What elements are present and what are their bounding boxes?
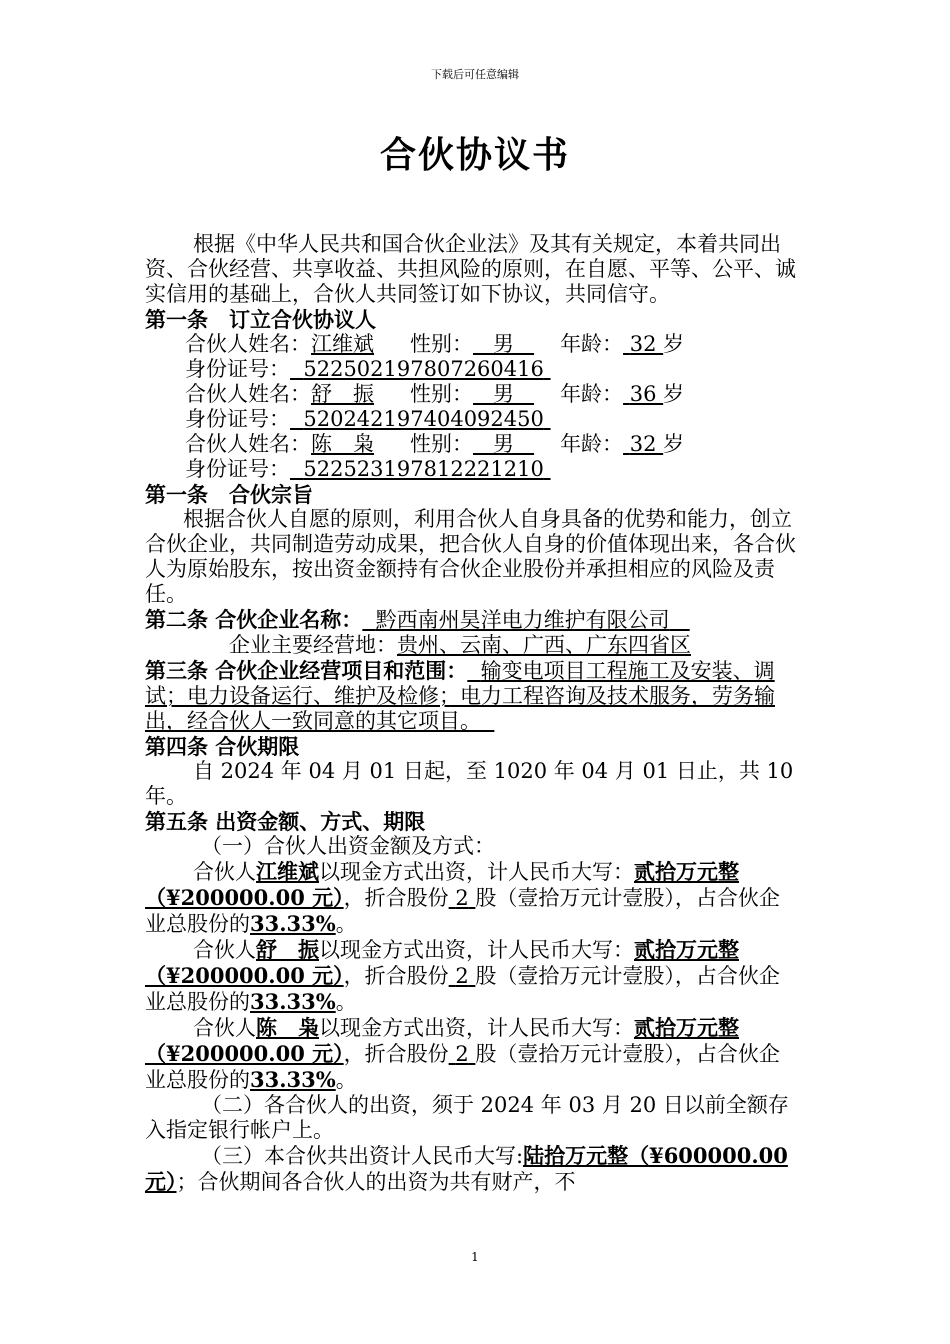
partner-age: 32 [629,332,657,356]
total-contribution [145,1143,800,1195]
partner-row [145,382,800,407]
period: 。 [335,1068,357,1092]
partner-contribution [145,1015,800,1093]
id-label: 身份证号： [185,407,290,431]
contrib-partner-name: 陈 枭 [256,1015,319,1040]
shares-count: 2 [455,1042,469,1066]
shares-pre: ，折合股份 [343,964,449,988]
deposit-deadline: （二）各合伙人的出资，须于 2024 年 03 月 20 日以前全额存入指定银行帐户上。 [145,1093,789,1142]
partner-name: 舒 振 [311,382,374,406]
contrib-mid: 以现金方式出资，计人民币大写： [319,860,634,884]
contrib-mid: 以现金方式出资，计人民币大写： [319,1016,634,1040]
id-label: 身份证号： [185,457,290,481]
shares-post: 股（壹拾万元计壹股），占合伙企业总股份的 [145,1042,780,1092]
purpose-heading: 第一条 合伙宗旨 [145,482,313,507]
shares-pre: ，折合股份 [343,1042,449,1066]
partner-id-row [145,407,800,432]
total-pre: （三）本合伙共出资计人民币大写: [201,1144,524,1168]
share-percent: 33.33% [250,1067,336,1092]
partner-id-row [145,357,800,382]
contrib-partner-name: 江维斌 [256,859,319,884]
id-label: 身份证号： [185,357,290,381]
age-unit: 岁 [663,432,685,456]
age-label: 年龄： [560,432,624,456]
age-unit: 岁 [663,382,685,406]
partner-name: 江维斌 [311,332,374,356]
article-2 [145,607,800,633]
partner-gender: 男 [493,382,515,406]
location-label: 企业主要经营地： [229,633,397,657]
business-scope: 输变电项目工程施工及安装、调试；电力设备运行、维护及检修；电力工程咨询及技术服务，劳务输出，经合伙人一致同意的其它项目。 [145,659,775,733]
contrib-prefix: 合伙人 [193,1016,256,1040]
document-body [145,232,800,1195]
partner-age: 32 [629,432,657,456]
article-1-heading: 第一条 订立合伙协议人 [145,307,376,332]
gender-label: 性别： [410,332,473,356]
contrib-prefix: 合伙人 [193,860,256,884]
shares-pre: ，折合股份 [343,886,449,910]
location-value: 贵州、云南、广西、广东四省区 [397,633,691,657]
gender-label: 性别： [410,382,473,406]
article-4-heading: 第四条 合伙期限 [145,734,300,759]
age-label: 年龄： [560,382,624,406]
contrib-mid: 以现金方式出资，计人民币大写： [319,938,634,962]
article-5-heading: 第五条 出资金额、方式、期限 [145,809,426,834]
company-name: 黔西南州昊洋电力维护有限公司 [375,608,670,632]
shares-count: 2 [455,886,469,910]
partner-id: 522523197812221210 [303,457,544,481]
article-3 [145,658,800,734]
shares-post: 股（壹拾万元计壹股），占合伙企业总股份的 [145,886,780,936]
business-location [145,633,800,658]
partner-row [145,432,800,457]
partner-contribution [145,859,800,937]
page-number: 1 [471,1250,479,1264]
age-label: 年龄： [560,332,624,356]
contrib-amount: 贰拾万元整（¥200000.00 元） [145,1015,739,1066]
total-post: ；合伙期间各合伙人的出资为共有财产，不 [176,1170,576,1194]
share-percent: 33.33% [250,911,336,936]
purpose-text: 根据合伙人自愿的原则，利用合伙人自身具备的优势和能力，创立合伙企业，共同制造劳动成果，把合伙人自身的价值体现出来，各合伙人为原始股东，按出资金额持有合伙企业股份并承担相应的风险及责任。 [145,507,796,606]
contrib-prefix: 合伙人 [193,938,256,962]
article-2-label: 第二条 合伙企业名称： [145,607,363,632]
shares-post: 股（壹拾万元计壹股），占合伙企业总股份的 [145,964,780,1014]
header-note: 下载后可任意编辑 [431,68,519,81]
name-label: 合伙人姓名： [185,432,311,456]
name-label: 合伙人姓名： [185,382,311,406]
partner-contribution [145,937,800,1015]
name-label: 合伙人姓名： [185,332,311,356]
article-3-label: 第三条 合伙企业经营项目和范围： [145,658,468,683]
shares-count: 2 [455,964,469,988]
age-unit: 岁 [663,332,685,356]
period: 。 [335,912,357,936]
partner-id-row [145,457,800,482]
contribution-subheading: （一）合伙人出资金额及方式： [201,834,495,858]
share-percent: 33.33% [250,989,336,1014]
total-amount: 陆拾万元整（¥600000.00 元） [145,1143,788,1194]
contrib-partner-name: 舒 振 [256,937,319,962]
partner-name: 陈 枭 [311,432,374,456]
preamble: 根据《中华人民共和国合伙企业法》及其有关规定，本着共同出资、合伙经营、共享收益、共担风险的原则，在自愿、平等、公平、诚实信用的基础上，合伙人共同签订如下协议，共同信守。 [145,232,796,306]
partner-row [145,332,800,357]
period: 。 [335,990,357,1014]
term-text: 自 2024 年 04 月 01 日起，至 1020 年 04 月 01 日止，共 10 年。 [145,759,794,808]
gender-label: 性别： [410,432,473,456]
partner-age: 36 [629,382,657,406]
contrib-amount: 贰拾万元整（¥200000.00 元） [145,859,739,910]
document-title: 合伙协议书 [379,134,570,176]
partner-gender: 男 [493,432,515,456]
partner-id: 520242197404092450 [303,407,544,431]
partner-id: 522502197807260416 [303,357,544,381]
contrib-amount: 贰拾万元整（¥200000.00 元） [145,937,739,988]
partner-gender: 男 [493,332,515,356]
